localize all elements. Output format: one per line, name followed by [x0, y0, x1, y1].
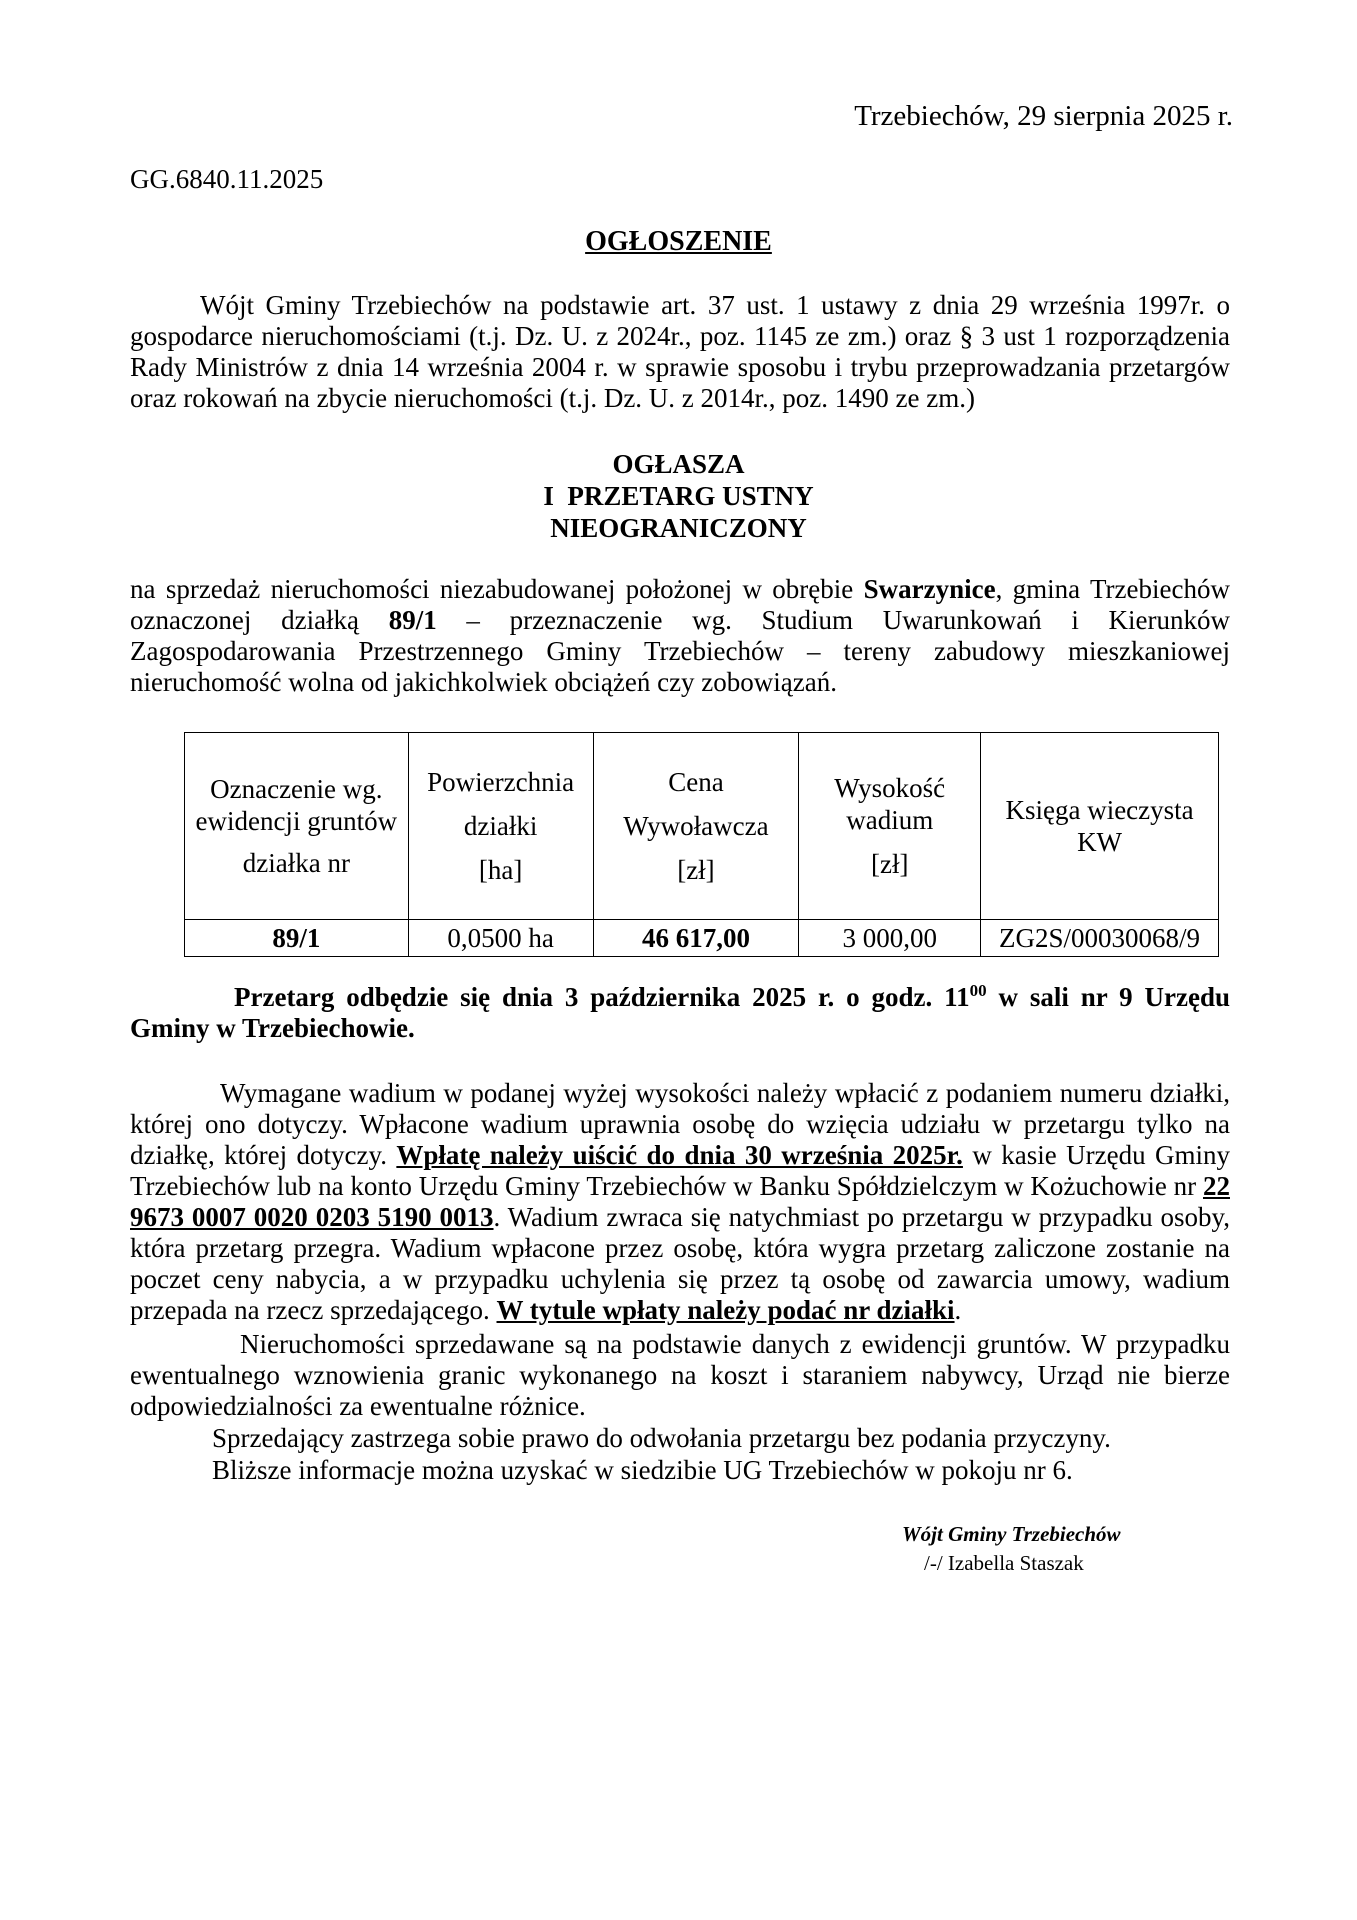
announcement-line-3: NIEOGRANICZONY: [550, 513, 807, 543]
announcement-heading: [0, 448, 1357, 544]
cell-price: 46 617,00: [593, 920, 799, 957]
deposit-deadline: Wpłatę należy uiścić do dnia 30 września 2025r.: [396, 1140, 963, 1170]
header-starting-price: Cena Wywoławcza [zł]: [593, 733, 799, 920]
header-land-register: Księga wieczysta KW: [981, 733, 1219, 920]
cancellation-paragraph: Sprzedający zastrzega sobie prawo do odwołania przetargu bez podania przyczyny.: [212, 1423, 1111, 1453]
reference-number: GG.6840.11.2025: [130, 164, 324, 194]
signature-office: Wójt Gminy Trzebiechów: [902, 1522, 1121, 1546]
cell-plot: 89/1: [185, 920, 409, 957]
date-line: Trzebiechów, 29 sierpnia 2025 r.: [854, 100, 1233, 132]
cell-area: 0,0500 ha: [408, 920, 593, 957]
legal-basis-paragraph: Wójt Gminy Trzebiechów na podstawie art. 37 ust. 1 ustawy z dnia 29 września 1997r. o gospodarce nieruchomościami (t.j. Dz. U. z 2024r., poz. 1145 ze zm.) oraz § 3 ust 1 rozporządzenia Rady Ministrów z dnia 14 września 2004 r. w sprawie sposobu i trybu przeprowadzania przetargów oraz rokowań na zbycie nieruchomości (t.j. Dz. U. z 2014r., poz. 1490 ze zm.): [130, 290, 1230, 413]
header-plot-designation: Oznaczenie wg. ewidencji gruntów działka nr: [185, 733, 409, 920]
auction-hour-minutes: 00: [969, 981, 987, 1000]
document-title: OGŁOSZENIE: [585, 226, 772, 257]
announcement-line-2: I PRZETARG USTNY: [543, 481, 814, 511]
village-name: Swarzynice: [863, 574, 996, 604]
plot-number: 89/1: [388, 605, 437, 635]
auction-date-paragraph: Przetarg odbędzie się dnia 3 października 2025 r. o godz. $11^{00}$ w sali nr 9 Urzędu Gminy w Trzebiechowie.: [130, 981, 1230, 1043]
payment-title-note: W tytule wpłaty należy podać nr działki: [496, 1295, 955, 1325]
header-deposit: Wysokość wadium [zł]: [799, 733, 981, 920]
cell-deposit: 3 000,00: [799, 920, 981, 957]
cell-land-register: ZG2S/00030068/9: [981, 920, 1219, 957]
more-info-paragraph: Bliższe informacje można uzyskać w siedzibie UG Trzebiechów w pokoju nr 6.: [212, 1455, 1073, 1485]
boundaries-paragraph: Nieruchomości sprzedawane są na podstawie danych z ewidencji gruntów. W przypadku ewentualnego wznowienia granic wykonanego na koszt i staraniem nabywcy, Urząd nie bierze odpowiedzialności za ewentualne różnice.: [130, 1329, 1230, 1421]
announcement-line-1: OGŁASZA: [612, 449, 745, 479]
deposit-paragraph: Wymagane wadium w podanej wyżej wysokości należy wpłacić z podaniem numeru działki, której ono dotyczy. Wpłacone wadium uprawnia osobę do wzięcia udziału w przetargu tylko na działkę, której dotyczy. Wpłatę należy uiścić do dnia 30 września 2025r. w kasie Urzędu Gminy Trzebiechów lub na konto Urzędu Gminy Trzebiechów w Banku Spółdzielczym w Kożuchowie nr 22 9673 0007 0020 0203 5190 0013. Wadium zwraca się natychmiast po przetargu w przypadku osoby, która przetarg przegra. Wadium wpłacone przez osobę, która wygra przetarg zaliczone zostanie na poczet ceny nabycia, a w przypadku uchylenia się przez tą osobę od zawarcia umowy, wadium przepada na rzecz sprzedającego. W tytule wpłaty należy podać nr działki.: [130, 1078, 1230, 1325]
property-description: na sprzedaż nieruchomości niezabudowanej położonej w obrębie Swarzynice, gmina Trzebiechów oznaczonej działką 89/1 – przeznaczenie wg. Studium Uwarunkowań i Kierunków Zagospodarowania Przestrzennego Gminy Trzebiechów – tereny zabudowy mieszkaniowej nieruchomość wolna od jakichkolwiek obciążeń czy zobowiązań.: [130, 574, 1230, 697]
bank-account-number: 22 9673 0007 0020 0203 5190 0013: [130, 1171, 1230, 1232]
plot-table: [184, 732, 1219, 957]
table-header-row: [185, 733, 1219, 920]
header-area: Powierzchnia działki [ha]: [408, 733, 593, 920]
signature-name: /-/ Izabella Staszak: [924, 1551, 1084, 1575]
table-row: [185, 920, 1219, 957]
